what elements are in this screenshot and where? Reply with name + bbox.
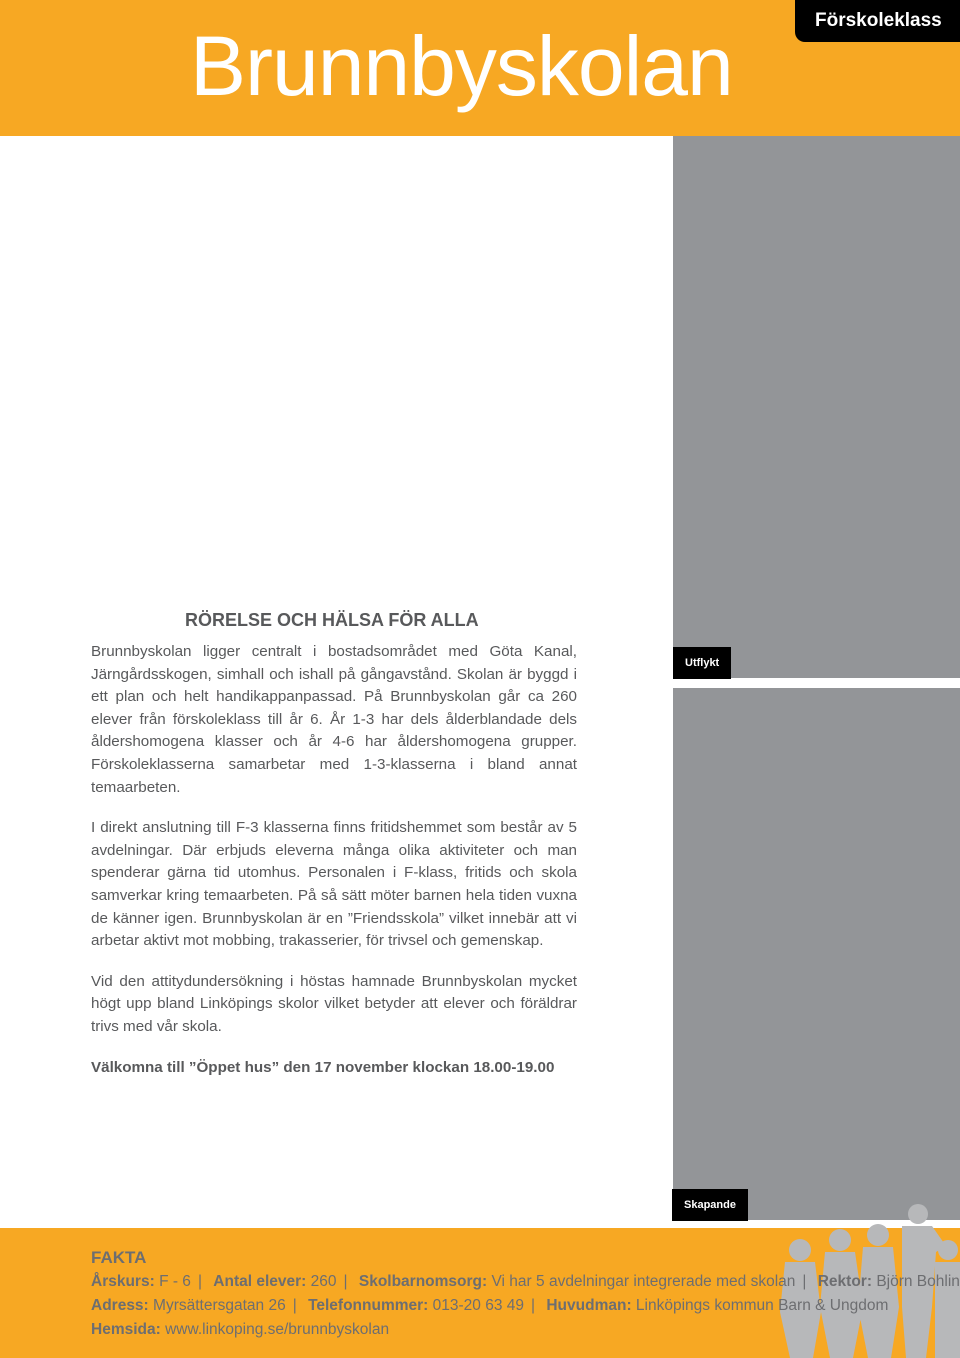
photo-placeholder-utflykt <box>673 136 960 678</box>
fakta-row <box>91 1321 389 1339</box>
paragraph: I direkt anslutning till F-3 klasserna finns fritidshemmet som består av 5 avdelningar. Där erbjuds eleverna många olika aktiviteter och man spenderar gärna tid utomhus. Personalen i F-klass, fritids och skola samverkar kring temaarbeten. På så sätt möter barnen hela tiden vuxna de känner igen. Brunnbyskolan är en ”Friendsskola” vilket innebär att vi arbetar aktivt mot mobbing, trakasserier, för trivsel och gemenskap. <box>91 819 577 950</box>
open-house-notice: Välkomna till ”Öppet hus” den 17 november klockan 18.00-19.00 <box>91 1058 555 1076</box>
value: Linköpings kommun Barn & Ungdom <box>635 1297 889 1314</box>
label: Huvudman: <box>546 1297 632 1314</box>
article-body <box>91 641 577 1097</box>
fakta-row: Adress: Myrsättersgatan 26 | Telefonnummer: 013-20 63 49 | Huvudman: Linköpings kommun Barn & Ungdom <box>91 1297 889 1314</box>
paragraph: Vid den attitydundersökning i höstas hamnade Brunnbyskolan mycket högt upp bland Linköpings skolor vilket betyder att elever och föräldrar trivs med vår skola. <box>91 972 577 1035</box>
fakta-heading: FAKTA <box>91 1248 147 1267</box>
page-title: Brunnbyskolan <box>190 19 733 113</box>
category-badge: Förskoleklass <box>795 0 960 42</box>
article-heading: RÖRELSE OCH HÄLSA FÖR ALLA <box>185 610 479 630</box>
fakta-row: Årskurs: F - 6 | Antal elever: 260 | Skolbarnomsorg: Vi har 5 avdelningar integrerade med skolan | Rektor: Björn Bohlin <box>91 1273 960 1290</box>
label: Skolbarnomsorg: <box>358 1273 488 1290</box>
photo-placeholder-skapande <box>673 688 960 1220</box>
photo-caption-skapande: Skapande <box>672 1189 748 1221</box>
value: F - 6 <box>159 1273 191 1290</box>
value: 260 <box>310 1273 337 1290</box>
label: Hemsida: <box>91 1321 161 1338</box>
paragraph: Brunnbyskolan ligger centralt i bostadsområdet med Göta Kanal, Järngårdsskogen, simhall och ishall på gångavstånd. Skolan är byggd i ett plan och helt handikappanpassad. På Brunnbyskolan går ca 260 elever från förskoleklass till år 6. År 1-3 har dels ålderblandade dels åldershomogena klasser och år 4-6 har åldershomogena grupper. Förskoleklasserna samarbetar med 1-3-klasserna i bland annat temaarbeten. <box>91 643 577 796</box>
label: Antal elever: <box>213 1273 307 1290</box>
photo-caption-utflykt: Utflykt <box>673 647 731 679</box>
label: Rektor: <box>817 1273 872 1290</box>
label: Telefonnummer: <box>308 1297 429 1314</box>
header-banner <box>0 0 960 136</box>
value: Vi har 5 avdelningar integrerade med skolan <box>491 1273 796 1290</box>
value: Björn Bohlin <box>876 1273 960 1290</box>
label: Årskurs: <box>91 1273 155 1290</box>
value: Myrsättersgatan 26 <box>153 1297 286 1314</box>
label: Adress: <box>91 1297 149 1314</box>
value: 013-20 63 49 <box>432 1297 525 1314</box>
website-link[interactable]: www.linkoping.se/brunnbyskolan <box>165 1321 390 1338</box>
